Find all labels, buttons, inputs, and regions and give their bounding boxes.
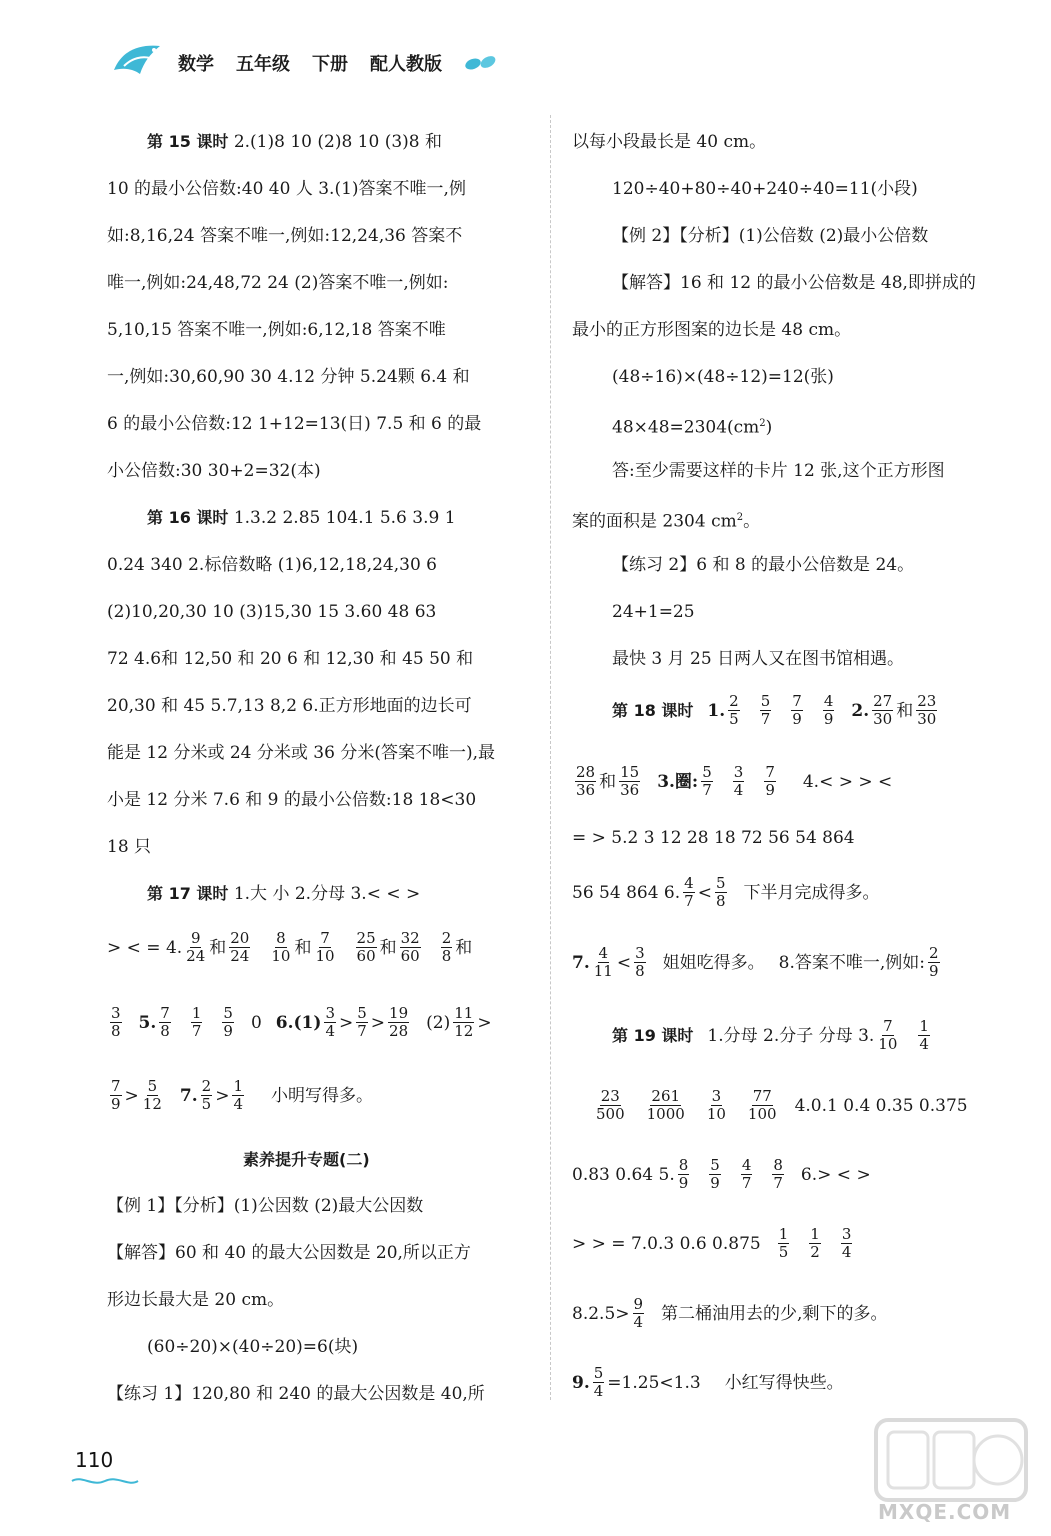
fraction: $\frac{2}{5}$ <box>201 1077 212 1113</box>
special-line-4: (60÷20)×(40÷20)=6(块) <box>147 1337 359 1357</box>
fraction: $\frac{1}{5}$ <box>778 1225 789 1261</box>
fraction: $\frac{8}{10}$ <box>271 929 291 965</box>
lesson-18-line-2: $\frac{28}{36}$ 和 $\frac{15}{36}$ 3.圈: $\frac{5}{7}$ $\frac{3}{4}$ $\frac{7}{9}$ 4.< > > < <box>576 763 893 799</box>
lesson-15-title: 第 15 课时 <box>147 132 229 151</box>
lesson-18-title: 第 18 课时 <box>612 700 694 720</box>
fraction: $\frac{7}{10}$ <box>878 1017 898 1053</box>
fraction: $\frac{5}{8}$ <box>715 874 726 910</box>
bird-logo-icon <box>110 40 165 82</box>
lesson-15-line-8: 小公倍数:30 30+2=32(本) <box>107 461 321 481</box>
fraction: $\frac{4}{9}$ <box>823 692 834 728</box>
lesson-19-line-2: $\frac{23}{500}$ $\frac{261}{1000}$ $\frac{3}{10}$ $\frac{77}{100}$ 4.0.1 0.4 0.35 0.375 <box>596 1087 968 1123</box>
lesson-15-line-2: 10 的最小公倍数:40 40 人 3.(1)答案不唯一,例 <box>107 179 466 199</box>
right-line-9: 案的面积是 2304 $cm^2$。 <box>572 511 761 532</box>
right-line-5: 最小的正方形图案的边长是 48 cm。 <box>572 320 852 340</box>
header-edition: 配人教版 <box>370 54 442 75</box>
special-topic-title: 素养提升专题(二) <box>243 1150 370 1169</box>
lesson-16-line-3: (2)10,20,30 10 (3)15,30 15 3.60 48 63 <box>107 602 437 622</box>
fraction: $\frac{5}{9}$ <box>710 1156 720 1192</box>
page-number-wave-icon <box>70 1475 140 1487</box>
special-line-5: 【练习 1】120,80 和 240 的最大公因数是 40,所 <box>107 1384 485 1404</box>
fraction: $\frac{7}{9}$ <box>111 1077 121 1113</box>
lesson-18-line-5: 7. $\frac{4}{11}$ < $\frac{3}{8}$ 姐姐吃得多。 8.答案不唯一,例如: $\frac{2}{9}$ <box>572 944 939 980</box>
right-line-12: 最快 3 月 25 日两人又在图书馆相遇。 <box>612 649 905 669</box>
page-number: 110 <box>75 1448 114 1472</box>
fraction: $\frac{261}{1000}$ <box>646 1087 685 1123</box>
lesson-15-line-3: 如:8,16,24 答案不唯一,例如:12,24,36 答案不 <box>107 226 463 246</box>
fraction: $\frac{1}{7}$ <box>191 1004 202 1040</box>
fraction: $\frac{5}{4}$ <box>593 1364 604 1400</box>
right-line-4: 【解答】16 和 12 的最小公倍数是 48,即拼成的 <box>612 273 976 293</box>
special-line-3: 形边长最大是 20 cm。 <box>107 1290 285 1310</box>
fraction: $\frac{77}{100}$ <box>747 1087 777 1123</box>
right-line-8: 答:至少需要这样的卡片 12 张,这个正方形图 <box>612 461 945 481</box>
lesson-16-line-8: 18 只 <box>107 837 152 857</box>
lesson-18-line-3: = > 5.2 3 12 28 18 72 56 54 864 <box>572 828 855 848</box>
lesson-15-line-4: 唯一,例如:24,48,72 24 (2)答案不唯一,例如: <box>107 273 449 293</box>
fraction: $\frac{3}{8}$ <box>111 1004 121 1040</box>
lesson-16-line-1: 第 16 课时 1.3.2 2.85 104.1 5.6 3.9 1 <box>147 508 456 528</box>
header-subject: 数学 <box>178 54 214 75</box>
fraction: $\frac{7}{9}$ <box>792 692 802 728</box>
lesson-19-line-6: 9. $\frac{5}{4}$ =1.25<1.3 小红写得快些。 <box>572 1364 844 1400</box>
lesson-16-line-4: 72 4.6和 12,50 和 20 6 和 12,30 和 45 50 和 <box>107 649 474 669</box>
fraction: $\frac{4}{7}$ <box>684 874 694 910</box>
lesson-19-line-5: 8.2.5> $\frac{9}{4}$ 第二桶油用去的少,剩下的多。 <box>572 1295 888 1331</box>
fraction: $\frac{32}{60}$ <box>400 929 420 965</box>
lesson-17-line-2: > < = 4. $\frac{9}{24}$ 和 $\frac{20}{24}$ $\frac{8}{10}$ 和 $\frac{7}{10}$ $\frac{25}{60}$ 和 $\frac{32}{60}$ $\frac{2}{8}$ 和 <box>107 929 473 965</box>
fraction: $\frac{9}{24}$ <box>186 929 206 965</box>
right-line-2: 120÷40+80÷40+240÷40=11(小段) <box>612 179 918 199</box>
fraction: $\frac{1}{2}$ <box>810 1225 820 1261</box>
lesson-18-line-4: 56 54 864 6. $\frac{4}{7}$ < $\frac{5}{8}$ 下半月完成得多。 <box>572 874 880 910</box>
fraction: $\frac{1}{4}$ <box>233 1077 243 1113</box>
fraction: $\frac{2}{8}$ <box>441 929 452 965</box>
lesson-15-line-6: 一,例如:30,60,90 30 4.12 分钟 5.24颗 6.4 和 <box>107 367 470 387</box>
fraction: $\frac{8}{7}$ <box>773 1156 783 1192</box>
right-line-10: 【练习 2】6 和 8 的最小公倍数是 24。 <box>612 555 915 575</box>
lesson-17-line-1: 第 17 课时 1.大 小 2.分母 3.< < > <box>147 884 421 904</box>
fraction: $\frac{7}{10}$ <box>315 929 335 965</box>
fraction: $\frac{3}{10}$ <box>706 1087 726 1123</box>
fraction: $\frac{23}{30}$ <box>917 692 937 728</box>
right-line-11: 24+1=25 <box>612 602 695 622</box>
header-bar <box>178 38 498 88</box>
lesson-16-line-6: 能是 12 分米或 24 分米或 36 分米(答案不唯一),最 <box>107 743 495 763</box>
lesson-17-title: 第 17 课时 <box>147 884 229 903</box>
special-line-2: 【解答】60 和 40 的最大公因数是 20,所以正方 <box>107 1243 471 1263</box>
lesson-16-title: 第 16 课时 <box>147 508 229 527</box>
lesson-15-line-1: 第 15 课时 2.(1)8 10 (2)8 10 (3)8 和 <box>147 132 443 152</box>
fraction: $\frac{5}{7}$ <box>760 692 771 728</box>
lesson-15-line-7: 6 的最小公倍数:12 1+12=13(日) 7.5 和 6 的最 <box>107 414 482 434</box>
fraction: $\frac{23}{500}$ <box>596 1087 625 1123</box>
fraction: $\frac{7}{8}$ <box>160 1004 170 1040</box>
right-line-1: 以每小段最长是 40 cm。 <box>572 132 767 152</box>
fraction: $\frac{20}{24}$ <box>230 929 250 965</box>
fraction: $\frac{2}{9}$ <box>929 944 939 980</box>
lesson-17-line-3: $\frac{3}{8}$ 5. $\frac{7}{8}$ $\frac{1}{7}$ $\frac{5}{9}$ 0 6.(1) $\frac{3}{4}$ > $\frac{5}{7}$ > $\frac{19}{28}$ (2) $\frac{11}{12}$ > <box>111 1004 492 1040</box>
fraction: $\frac{11}{12}$ <box>454 1004 474 1040</box>
fraction: $\frac{9}{4}$ <box>633 1295 644 1331</box>
fraction: $\frac{5}{7}$ <box>702 763 712 799</box>
right-line-7: $48\times 48=2304(cm^2)$ <box>612 417 773 438</box>
special-line-1: 【例 1】【分析】(1)公因数 (2)最大公因数 <box>107 1196 424 1216</box>
fraction: $\frac{8}{9}$ <box>678 1156 689 1192</box>
fraction: $\frac{3}{4}$ <box>841 1225 852 1261</box>
right-line-3: 【例 2】【分析】(1)公倍数 (2)最小公倍数 <box>612 226 929 246</box>
fraction: $\frac{1}{4}$ <box>919 1017 929 1053</box>
header-grade: 五年级 <box>236 54 290 75</box>
header-volume: 下册 <box>312 54 348 75</box>
watermark-text: MXQE.COM <box>878 1500 1012 1524</box>
fraction: $\frac{27}{30}$ <box>873 692 893 728</box>
fraction: $\frac{25}{60}$ <box>356 929 376 965</box>
fraction: $\frac{19}{28}$ <box>389 1004 409 1040</box>
lesson-19-line-4: > > = 7.0.3 0.6 0.875 $\frac{1}{5}$ $\frac{1}{2}$ $\frac{3}{4}$ <box>572 1225 852 1261</box>
fraction: $\frac{5}{9}$ <box>223 1004 233 1040</box>
lesson-19-line-3: 0.83 0.64 5. $\frac{8}{9}$ $\frac{5}{9}$ $\frac{4}{7}$ $\frac{8}{7}$ 6.> < > <box>572 1156 871 1192</box>
fraction: $\frac{15}{36}$ <box>620 763 640 799</box>
fraction: $\frac{7}{9}$ <box>765 763 775 799</box>
fraction: $\frac{28}{36}$ <box>576 763 596 799</box>
column-divider <box>550 115 551 1400</box>
lesson-16-line-2: 0.24 340 2.标倍数略 (1)6,12,18,24,30 6 <box>107 555 437 575</box>
fraction: $\frac{5}{12}$ <box>142 1077 162 1113</box>
fraction: $\frac{5}{7}$ <box>357 1004 367 1040</box>
fraction: $\frac{3}{8}$ <box>635 944 645 980</box>
lesson-19-line-1: 第 19 课时 1.分母 2.分子 分母 3. $\frac{7}{10}$ $\frac{1}{4}$ <box>612 1017 929 1053</box>
fraction: $\frac{4}{7}$ <box>741 1156 752 1192</box>
lesson-17-line-4: $\frac{7}{9}$ > $\frac{5}{12}$ 7. $\frac{2}{5}$ > $\frac{1}{4}$ 小明写得多。 <box>111 1077 373 1113</box>
lesson-16-line-5: 20,30 和 45 5.7,13 8,2 6.正方形地面的边长可 <box>107 696 472 716</box>
fraction: $\frac{3}{4}$ <box>325 1004 335 1040</box>
lesson-16-line-7: 小是 12 分米 7.6 和 9 的最小公倍数:18 18<30 <box>107 790 477 810</box>
lesson-18-line-1: 第 18 课时 1. $\frac{2}{5}$ $\frac{5}{7}$ $\frac{7}{9}$ $\frac{4}{9}$ 2. $\frac{27}{30}$ 和 $\frac{23}{30}$ <box>612 692 937 728</box>
fraction: $\frac{3}{4}$ <box>733 763 744 799</box>
lesson-15-line-5: 5,10,15 答案不唯一,例如:6,12,18 答案不唯 <box>107 320 446 340</box>
fraction: $\frac{4}{11}$ <box>593 944 613 980</box>
fraction: $\frac{2}{5}$ <box>729 692 739 728</box>
leaf-decoration-icon <box>464 54 498 72</box>
right-line-6: (48÷16)×(48÷12)=12(张) <box>612 367 834 387</box>
lesson-19-title: 第 19 课时 <box>612 1025 694 1045</box>
